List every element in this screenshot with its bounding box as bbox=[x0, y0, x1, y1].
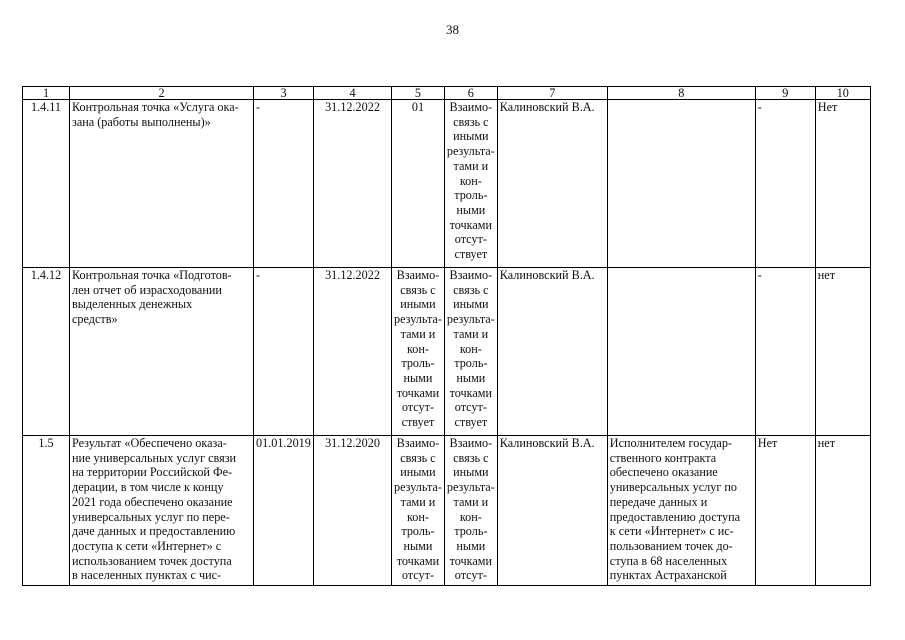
row-description: Контрольная точка «Подготов- лен отчет об израсходовании выделенных денежных средств» bbox=[70, 268, 254, 436]
column-header: 7 bbox=[497, 87, 607, 100]
column-6-cell: Взаимо- связь с иными результа- тами и кон- троль- ными точками отсут- ствует bbox=[444, 100, 497, 268]
column-header: 5 bbox=[392, 87, 445, 100]
column-header: 8 bbox=[607, 87, 755, 100]
row-description: Контрольная точка «Услуга ока- зана (работы выполнены)» bbox=[70, 100, 254, 268]
header-row bbox=[23, 87, 871, 100]
row-description: Результат «Обеспечено оказа- ние универсальных услуг связи на территории Российской Фе- дерации, в том числе к концу 2021 года обеспечено оказание универсальных услуг по пере- даче данных и предоставлению доступа к сети «Интернет» с использованием точек доступа в населенных пунктах с чис- bbox=[70, 436, 254, 586]
responsible-person: Калиновский В.А. bbox=[497, 436, 607, 586]
row-number: 1.4.11 bbox=[23, 100, 70, 268]
column-10-cell: нет bbox=[815, 436, 870, 586]
end-date: 31.12.2022 bbox=[314, 268, 392, 436]
row-number: 1.4.12 bbox=[23, 268, 70, 436]
result-description: Исполнителем государ- ственного контракта обеспечено оказание универсальных услуг по передаче данных и предоставлению доступа к сети «Интернет» с ис- пользованием точек до- ступа в 68 населенных пунктах Астраханской bbox=[607, 436, 755, 586]
table-row bbox=[23, 268, 871, 436]
responsible-person: Калиновский В.А. bbox=[497, 100, 607, 268]
page-number: 38 bbox=[446, 22, 459, 37]
end-date: 31.12.2022 bbox=[314, 100, 392, 268]
plan-table bbox=[22, 86, 871, 586]
row-number: 1.5 bbox=[23, 436, 70, 586]
column-10-cell: Нет bbox=[815, 100, 870, 268]
column-header: 6 bbox=[444, 87, 497, 100]
column-9-cell: - bbox=[755, 100, 815, 268]
result-description bbox=[607, 100, 755, 268]
column-10-cell: нет bbox=[815, 268, 870, 436]
column-header: 9 bbox=[755, 87, 815, 100]
column-6-cell: Взаимо- связь с иными результа- тами и кон- троль- ными точками отсут- bbox=[444, 436, 497, 586]
column-header: 3 bbox=[254, 87, 314, 100]
column-5-cell: Взаимо- связь с иными результа- тами и кон- троль- ными точками отсут- bbox=[392, 436, 445, 586]
start-date: - bbox=[254, 100, 314, 268]
table-row bbox=[23, 436, 871, 586]
column-header: 2 bbox=[70, 87, 254, 100]
column-6-cell: Взаимо- связь с иными результа- тами и кон- троль- ными точками отсут- ствует bbox=[444, 268, 497, 436]
responsible-person: Калиновский В.А. bbox=[497, 268, 607, 436]
column-9-cell: - bbox=[755, 268, 815, 436]
column-5-cell: Взаимо- связь с иными результа- тами и кон- троль- ными точками отсут- ствует bbox=[392, 268, 445, 436]
column-header: 10 bbox=[815, 87, 870, 100]
start-date: - bbox=[254, 268, 314, 436]
column-5-cell: 01 bbox=[392, 100, 445, 268]
result-description bbox=[607, 268, 755, 436]
column-header: 4 bbox=[314, 87, 392, 100]
column-header: 1 bbox=[23, 87, 70, 100]
column-9-cell: Нет bbox=[755, 436, 815, 586]
end-date: 31.12.2020 bbox=[314, 436, 392, 586]
table-row bbox=[23, 100, 871, 268]
start-date: 01.01.2019 bbox=[254, 436, 314, 586]
